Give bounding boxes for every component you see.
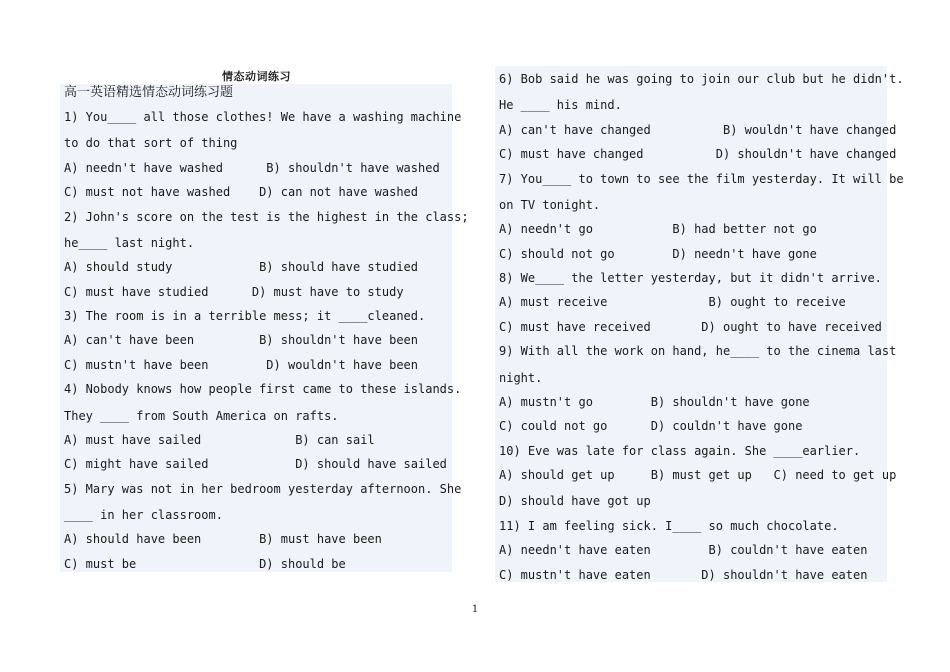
page-title: 情态动词练习 [222,70,291,83]
option-line: A) must receive B) ought to receive [499,295,846,309]
question-line: 1) You____ all those clothes! We have a washing machine [64,110,462,124]
question-line: They ____ from South America on rafts. [64,409,339,423]
question-line: 9) With all the work on hand, he____ to the cinema last [499,344,897,358]
option-line: A) should study B) should have studied [64,260,419,274]
option-line: A) mustn't go B) shouldn't have gone [499,395,810,409]
option-line: C) might have sailed D) should have sailed [64,457,447,471]
question-line: 3) The room is in a terrible mess; it ____cleaned. [64,309,426,323]
option-line: A) needn't have washed B) shouldn't have washed [64,161,440,175]
question-line: 11) I am feeling sick. I____ so much chocolate. [499,519,839,533]
question-line: 6) Bob said he was going to join our club but he didn't. [499,72,904,86]
question-line: 10) Eve was late for class again. She ____earlier. [499,444,861,458]
question-line: He ____ his mind. [499,98,622,112]
option-line: C) mustn't have been D) wouldn't have been [64,358,419,372]
question-line: 2) John's score on the test is the highest in the class; [64,210,469,224]
question-line: 8) We____ the letter yesterday, but it didn't arrive. [499,271,882,285]
option-line: C) must not have washed D) can not have washed [64,185,419,199]
option-line: C) mustn't have eaten D) shouldn't have eaten [499,568,868,582]
worksheet-subtitle: 高一英语精选情态动词练习题 [64,85,234,100]
question-line: night. [499,371,543,385]
option-line: D) should have got up [499,494,651,508]
question-line: on TV tonight. [499,198,601,212]
option-line: A) must have sailed B) can sail [64,433,375,447]
question-line: 5) Mary was not in her bedroom yesterday afternoon. She [64,482,462,496]
question-line: 4) Nobody knows how people first came to these islands. [64,382,462,396]
question-line: to do that sort of thing [64,136,238,150]
option-line: C) must have changed D) shouldn't have changed [499,147,897,161]
option-line: C) should not go D) needn't have gone [499,247,817,261]
option-line: A) needn't go B) had better not go [499,222,817,236]
option-line: A) should get up B) must get up C) need to get up [499,468,897,482]
option-line: A) can't have changed B) wouldn't have changed [499,123,897,137]
option-line: A) should have been B) must have been [64,532,382,546]
option-line: A) can't have been B) shouldn't have been [64,333,419,347]
question-line: he____ last night. [64,236,195,250]
right-column [495,66,904,582]
option-line: C) must be D) should be [64,557,346,571]
option-line: C) could not go D) couldn't have gone [499,419,803,433]
option-line: A) needn't have eaten B) couldn't have eaten [499,543,868,557]
option-line: C) must have studied D) must have to study [64,285,404,299]
question-line: ____ in her classroom. [64,508,223,522]
left-column [60,84,469,572]
option-line: C) must have received D) ought to have received [499,320,882,334]
question-line: 7) You____ to town to see the film yesterday. It will be [499,172,904,186]
page-number: 1 [471,604,479,615]
